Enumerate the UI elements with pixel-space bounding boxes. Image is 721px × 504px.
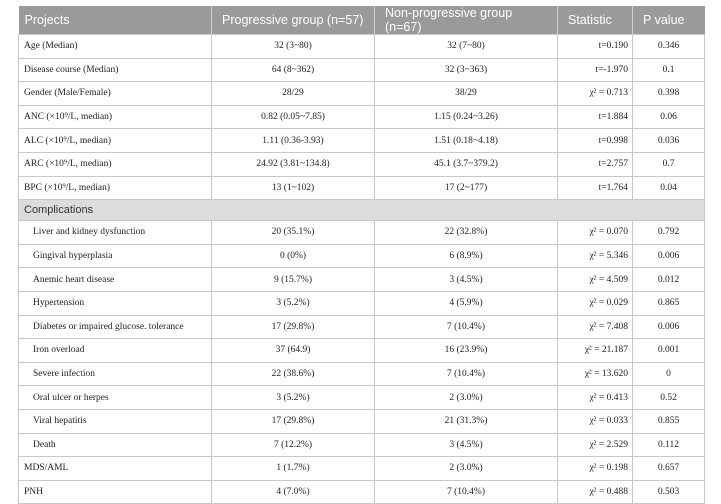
non-progressive-value-cell: 21 (31.3%) — [375, 409, 558, 433]
statistic-cell: t=1.884 — [558, 105, 633, 129]
table-row — [19, 457, 705, 481]
non-progressive-value-cell: 1.15 (0.24~3.26) — [375, 105, 558, 129]
non-progressive-value-cell: 4 (5.9%) — [375, 291, 558, 315]
statistic-cell: χ² = 5.346 — [558, 244, 633, 268]
row-label-cell: BPC (×10⁹/L, median) — [19, 176, 212, 200]
non-progressive-value-cell: 7 (10.4%) — [375, 315, 558, 339]
table-row — [19, 268, 705, 292]
statistic-cell: χ² = 13.620 — [558, 362, 633, 386]
row-label-cell: Death — [19, 433, 212, 457]
p-value-cell: 0.503 — [633, 480, 705, 504]
table-row — [19, 105, 705, 129]
table-row — [19, 152, 705, 176]
statistic-cell: χ² = 21.187 — [558, 339, 633, 363]
row-label-cell: Hypertension — [19, 291, 212, 315]
table-row — [19, 362, 705, 386]
p-value-cell: 0.001 — [633, 339, 705, 363]
p-value-cell: 0.006 — [633, 315, 705, 339]
table-row — [19, 176, 705, 200]
non-progressive-value-cell: 2 (3.0%) — [375, 386, 558, 410]
table-row — [19, 221, 705, 245]
row-label-cell: Liver and kidney dysfunction — [19, 221, 212, 245]
table-row — [19, 339, 705, 363]
statistic-cell: χ² = 2.529 — [558, 433, 633, 457]
table-row — [19, 433, 705, 457]
statistic-cell: χ² = 0.033 — [558, 409, 633, 433]
non-progressive-value-cell: 2 (3.0%) — [375, 457, 558, 481]
p-value-cell: 0.792 — [633, 221, 705, 245]
p-value-cell: 0.012 — [633, 268, 705, 292]
table-row — [19, 315, 705, 339]
p-value-cell: 0.1 — [633, 58, 705, 82]
p-value-cell: 0.06 — [633, 105, 705, 129]
row-label-cell: MDS/AML — [19, 457, 212, 481]
p-value-cell: 0.657 — [633, 457, 705, 481]
non-progressive-value-cell: 3 (4.5%) — [375, 433, 558, 457]
p-value-cell: 0.036 — [633, 129, 705, 153]
progressive-value-cell: 17 (29.8%) — [212, 409, 375, 433]
p-value-cell: 0.112 — [633, 433, 705, 457]
progressive-value-cell: 0.82 (0.05~7.85) — [212, 105, 375, 129]
statistic-cell: χ² = 0.070 — [558, 221, 633, 245]
progressive-value-cell: 4 (7.0%) — [212, 480, 375, 504]
statistic-cell: χ² = 0.029 — [558, 291, 633, 315]
section-row-complications — [19, 200, 705, 221]
progressive-value-cell: 9 (15.7%) — [212, 268, 375, 292]
non-progressive-value-cell: 3 (4.5%) — [375, 268, 558, 292]
table-row — [19, 480, 705, 504]
table-row — [19, 129, 705, 153]
progressive-value-cell: 32 (3~80) — [212, 35, 375, 59]
statistic-cell: t=2.757 — [558, 152, 633, 176]
row-label-cell: Age (Median) — [19, 35, 212, 59]
row-label-cell: ALC (×10⁹/L, median) — [19, 129, 212, 153]
row-label-cell: ANC (×10⁹/L, median) — [19, 105, 212, 129]
p-value-cell: 0.865 — [633, 291, 705, 315]
statistic-cell: χ² = 4.509 — [558, 268, 633, 292]
progressive-value-cell: 3 (5.2%) — [212, 386, 375, 410]
p-value-cell: 0.7 — [633, 152, 705, 176]
non-progressive-value-cell: 1.51 (0.18~4.18) — [375, 129, 558, 153]
statistic-cell: t=1.764 — [558, 176, 633, 200]
progressive-value-cell: 24.92 (3.81~134.8) — [212, 152, 375, 176]
progressive-value-cell: 7 (12.2%) — [212, 433, 375, 457]
progressive-value-cell: 37 (64.9) — [212, 339, 375, 363]
statistic-cell: χ² = 0.488 — [558, 480, 633, 504]
row-label-cell: Viral hepatitis — [19, 409, 212, 433]
data-table-container — [18, 6, 704, 504]
progressive-value-cell: 64 (8~362) — [212, 58, 375, 82]
p-value-cell: 0.398 — [633, 82, 705, 106]
p-value-cell: 0.346 — [633, 35, 705, 59]
progressive-value-cell: 22 (38.6%) — [212, 362, 375, 386]
p-value-cell: 0.04 — [633, 176, 705, 200]
row-label-cell: Anemic heart disease — [19, 268, 212, 292]
non-progressive-value-cell: 38/29 — [375, 82, 558, 106]
progressive-value-cell: 13 (1~102) — [212, 176, 375, 200]
statistic-cell: χ² = 0.413 — [558, 386, 633, 410]
non-progressive-value-cell: 45.1 (3.7~379.2) — [375, 152, 558, 176]
progressive-value-cell: 0 (0%) — [212, 244, 375, 268]
table-row — [19, 244, 705, 268]
non-progressive-value-cell: 6 (8.9%) — [375, 244, 558, 268]
row-label-cell: Disease course (Median) — [19, 58, 212, 82]
table-row — [19, 291, 705, 315]
header-p-value: P value — [633, 6, 705, 35]
table-row — [19, 409, 705, 433]
table-row — [19, 35, 705, 59]
non-progressive-value-cell: 16 (23.9%) — [375, 339, 558, 363]
section-label: Complications — [19, 200, 705, 221]
p-value-cell: 0.855 — [633, 409, 705, 433]
progressive-value-cell: 17 (29.8%) — [212, 315, 375, 339]
row-label-cell: Diabetes or impaired glucose. tolerance — [19, 315, 212, 339]
statistic-cell: t=0.998 — [558, 129, 633, 153]
progressive-value-cell: 3 (5.2%) — [212, 291, 375, 315]
table-row — [19, 386, 705, 410]
statistic-cell: χ² = 0.713 — [558, 82, 633, 106]
statistic-cell: t=0.190 — [558, 35, 633, 59]
non-progressive-value-cell: 32 (3~363) — [375, 58, 558, 82]
row-label-cell: PNH — [19, 480, 212, 504]
non-progressive-value-cell: 7 (10.4%) — [375, 480, 558, 504]
non-progressive-value-cell: 7 (10.4%) — [375, 362, 558, 386]
progressive-value-cell: 1 (1.7%) — [212, 457, 375, 481]
row-label-cell: Severe infection — [19, 362, 212, 386]
statistic-cell: t=-1.970 — [558, 58, 633, 82]
non-progressive-value-cell: 17 (2~177) — [375, 176, 558, 200]
p-value-cell: 0 — [633, 362, 705, 386]
header-projects: Projects — [19, 6, 212, 35]
p-value-cell: 0.006 — [633, 244, 705, 268]
row-label-cell: Gingival hyperplasia — [19, 244, 212, 268]
statistic-cell: χ² = 0.198 — [558, 457, 633, 481]
row-label-cell: Gender (Male/Female) — [19, 82, 212, 106]
row-label-cell: Oral ulcer or herpes — [19, 386, 212, 410]
header-non-progressive-group: Non-progressive group (n=67) — [375, 6, 558, 35]
non-progressive-value-cell: 32 (7~80) — [375, 35, 558, 59]
progressive-value-cell: 1.11 (0.36-3.93) — [212, 129, 375, 153]
row-label-cell: Iron overload — [19, 339, 212, 363]
table-header-row — [19, 6, 705, 35]
p-value-cell: 0.52 — [633, 386, 705, 410]
row-label-cell: ARC (×10⁹/L, median) — [19, 152, 212, 176]
progressive-value-cell: 20 (35.1%) — [212, 221, 375, 245]
header-statistic: Statistic — [558, 6, 633, 35]
table-row — [19, 82, 705, 106]
non-progressive-value-cell: 22 (32.8%) — [375, 221, 558, 245]
statistic-cell: χ² = 7.408 — [558, 315, 633, 339]
comparison-table — [18, 6, 705, 504]
header-progressive-group: Progressive group (n=57) — [212, 6, 375, 35]
progressive-value-cell: 28/29 — [212, 82, 375, 106]
table-row — [19, 58, 705, 82]
table-body — [19, 35, 705, 504]
